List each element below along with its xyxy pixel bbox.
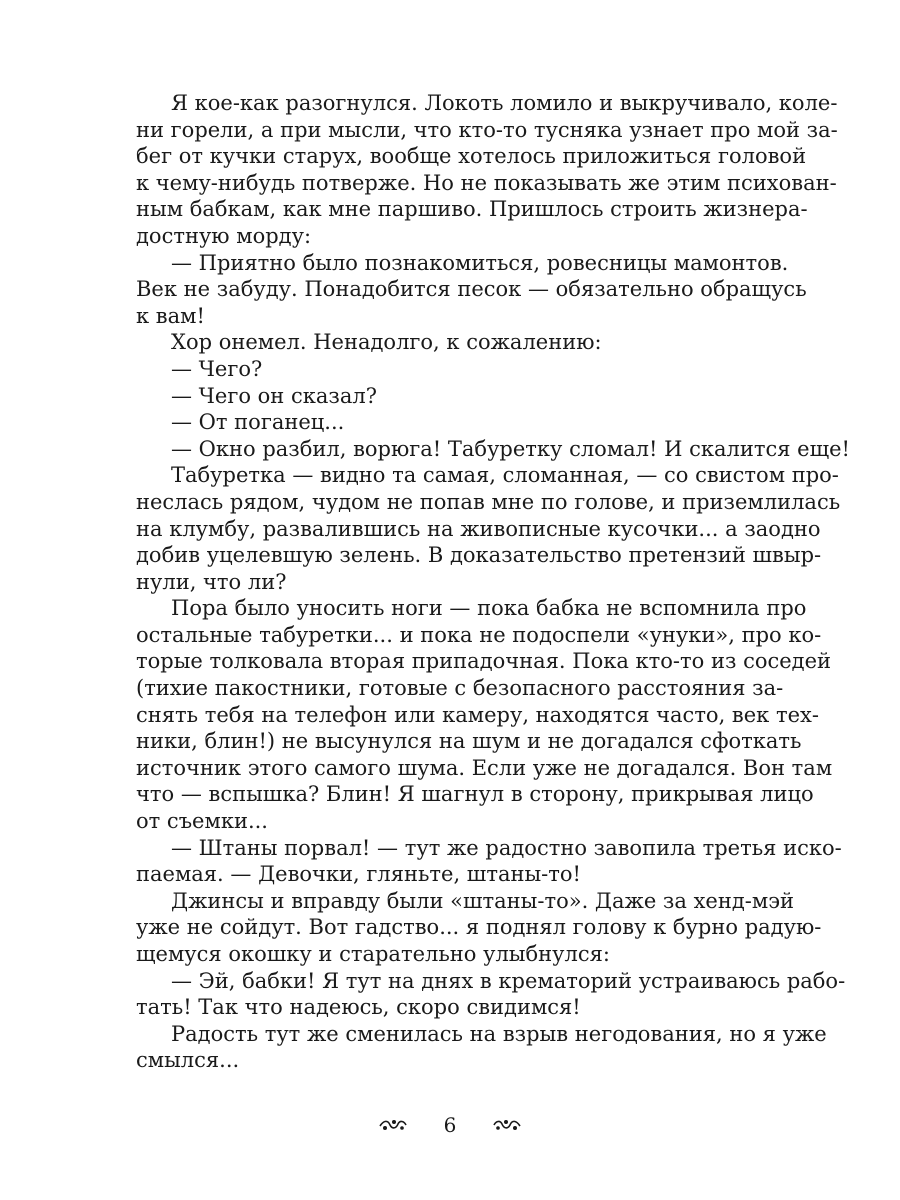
text-line: (тихие пакостники, готовые с безопасного расстояния за-: [136, 676, 784, 701]
text-line: — Чего он сказал?: [171, 383, 377, 408]
text-line: Пора было уносить ноги — пока бабка не вспомнила про: [171, 596, 807, 621]
text-line: неслась рядом, чудом не попав мне по голове, и приземлилась: [136, 489, 841, 514]
paragraph: [136, 1021, 827, 1074]
floral-ornament-icon: [492, 1117, 522, 1133]
floral-ornament-icon: [378, 1117, 408, 1133]
text-line: к чему-нибудь потверже. Но не показывать же этим психован-: [136, 170, 837, 195]
page-number: 6: [443, 1113, 457, 1137]
text-line: — Приятно было познакомиться, ровесницы мамонтов.: [171, 250, 789, 275]
text-line: снять тебя на телефон или камеру, находятся часто, век тех-: [136, 702, 819, 727]
paragraph: [136, 329, 766, 356]
text-line: ни горели, а при мысли, что кто-то тусняка узнает про мой за-: [136, 117, 838, 142]
text-line: Я кое-как разогнулся. Локоть ломило и выкручивало, коле-: [171, 91, 838, 115]
paragraph: [136, 250, 807, 330]
text-line: — Чего?: [171, 356, 263, 381]
text-line: от съемки...: [136, 809, 268, 834]
text-line: Джинсы и вправду были «штаны-то». Даже за хенд-мэй: [171, 888, 794, 913]
text-line: паемая. — Девочки, гляньте, штаны-то!: [136, 862, 581, 887]
text-line: — Штаны порвал! — тут же радостно завопила третья иско-: [171, 835, 842, 860]
text-line: — От поганец...: [171, 410, 345, 435]
text-line: достную морду:: [136, 223, 312, 248]
text-line: щемуся окошку и старательно улыбнулся:: [136, 942, 610, 966]
text-line: Радость тут же сменилась на взрыв негодования, но я уже: [171, 1021, 827, 1046]
paragraph: [136, 356, 766, 383]
paragraph: [136, 968, 846, 1021]
text-line: торые толковала вторая припадочная. Пока кто-то из соседей: [136, 649, 832, 674]
paragraph: [136, 409, 766, 436]
text-line: на клумбу, развалившись на живописные кусочки... а заодно: [136, 516, 821, 541]
text-line: ники, блин!) не высунулся на шум и не догадался сфоткать: [136, 729, 802, 754]
text-line: бег от кучки старух, вообще хотелось приложиться головой: [136, 144, 807, 169]
text-line: остальные табуретки... и пока не подоспели «унуки», про ко-: [136, 622, 822, 647]
text-line: уже не сойдут. Вот гадство... я поднял голову к бурно радую-: [136, 915, 822, 940]
page-footer: [0, 1110, 900, 1140]
text-line: — Эй, бабки! Я тут на днях в крематорий устраиваюсь рабо-: [171, 968, 846, 993]
text-line: Хор онемел. Ненадолго, к сожалению:: [171, 330, 602, 355]
text-line: нули, что ли?: [136, 569, 287, 594]
text-line: ным бабкам, как мне паршиво. Пришлось строить жизнера-: [136, 197, 808, 222]
paragraph: [136, 383, 766, 410]
paragraph: [136, 835, 842, 888]
text-line: источник этого самого шума. Если уже не догадался. Вон там: [136, 755, 833, 780]
text-line: тать! Так что надеюсь, скоро свидимся!: [136, 995, 581, 1020]
paragraph: [136, 436, 850, 463]
text-line: к вам!: [136, 303, 205, 328]
paragraph: [136, 462, 841, 595]
text-line: Табуретка — видно та самая, сломанная, — со свистом про-: [171, 463, 839, 488]
paragraph: [136, 595, 833, 834]
paragraph: [136, 888, 822, 968]
text-line: добив уцелевшую зелень. В доказательство претензий швыр-: [136, 543, 822, 568]
text-line: — Окно разбил, ворюга! Табуретку сломал! И скалится еще!: [171, 436, 850, 461]
paragraph: [136, 90, 838, 250]
text-line: что — вспышка? Блин! Я шагнул в сторону, прикрывая лицо: [136, 782, 814, 807]
text-line: Век не забуду. Понадобится песок — обязательно обращусь: [136, 277, 807, 302]
text-line: смылся...: [136, 1048, 240, 1073]
body-text: [136, 90, 850, 1074]
